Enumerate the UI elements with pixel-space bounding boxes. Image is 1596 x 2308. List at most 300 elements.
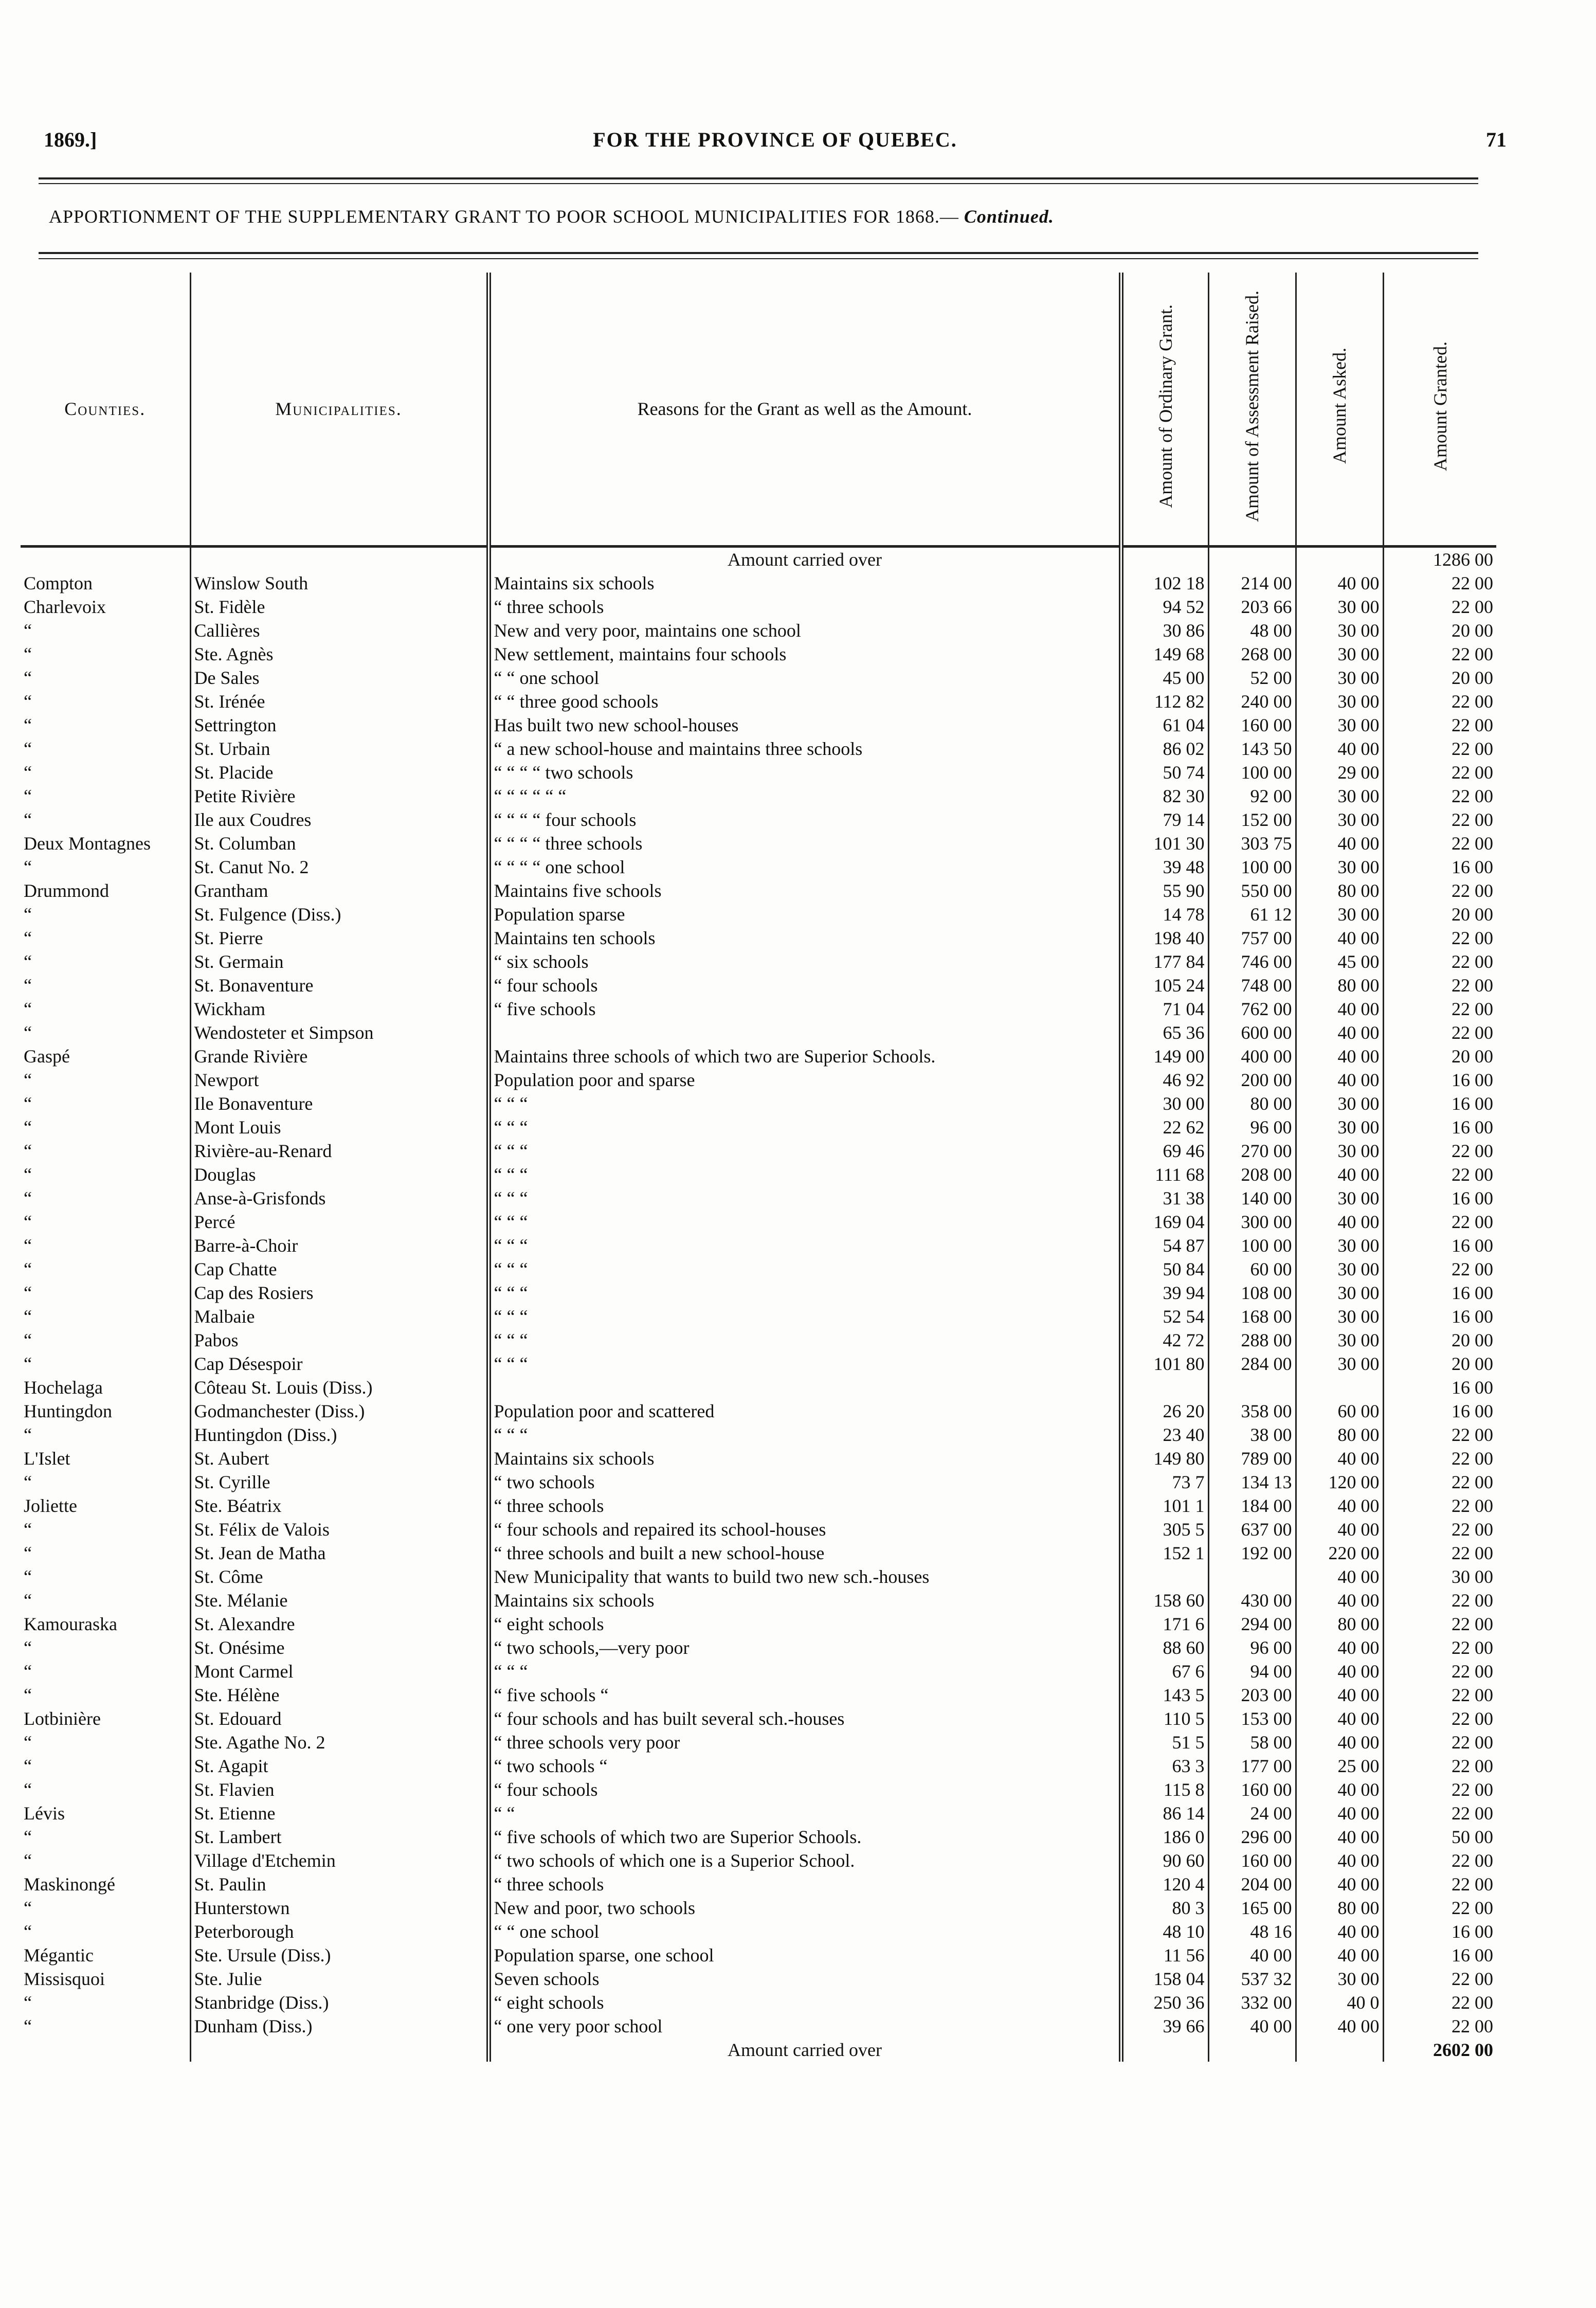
amount-asked-cell: 40 00 bbox=[1296, 1068, 1383, 1092]
county-cell: “ bbox=[24, 1354, 32, 1374]
amount-asked-cell: 40 00 bbox=[1296, 926, 1383, 950]
ordinary-grant-cell: 69 46 bbox=[1121, 1139, 1208, 1163]
county-cell: “ bbox=[24, 857, 32, 877]
assessment-cell: 430 00 bbox=[1208, 1589, 1296, 1612]
municipality-cell: St. Edouard bbox=[190, 1707, 488, 1730]
amount-asked-cell: 40 00 bbox=[1296, 1849, 1383, 1872]
ordinary-grant-cell: 169 04 bbox=[1121, 1210, 1208, 1234]
county-cell: “ bbox=[24, 1330, 32, 1350]
amount-granted-cell: 22 00 bbox=[1383, 713, 1496, 737]
amount-asked-cell: 30 00 bbox=[1296, 1092, 1383, 1115]
municipality-cell: Ile aux Coudres bbox=[190, 808, 488, 832]
reason-cell: “ three schools and built a new school-house bbox=[488, 1541, 1121, 1565]
table-row bbox=[21, 1967, 1496, 1991]
reason-cell: “ “ one school bbox=[488, 666, 1121, 690]
ordinary-grant-cell: 39 94 bbox=[1121, 1281, 1208, 1305]
municipality-cell: Ile Bonaventure bbox=[190, 1092, 488, 1115]
county-cell: “ bbox=[24, 1519, 32, 1540]
ordinary-grant-cell: 63 3 bbox=[1121, 1754, 1208, 1778]
table-row bbox=[21, 1281, 1496, 1305]
municipality-cell: Mont Louis bbox=[190, 1115, 488, 1139]
county-cell: “ bbox=[24, 1827, 32, 1847]
ordinary-grant-cell: 65 36 bbox=[1121, 1021, 1208, 1044]
reason-cell: “ “ “ “ “ “ bbox=[488, 784, 1121, 808]
municipality-cell: St. Etienne bbox=[190, 1801, 488, 1825]
table-row bbox=[21, 1825, 1496, 1849]
amount-asked-cell: 30 00 bbox=[1296, 1257, 1383, 1281]
assessment-cell: 160 00 bbox=[1208, 1849, 1296, 1872]
table-row bbox=[21, 950, 1496, 973]
amount-asked-cell: 30 00 bbox=[1296, 1352, 1383, 1376]
ordinary-grant-cell: 80 3 bbox=[1121, 1896, 1208, 1920]
reason-cell: “ five schools “ bbox=[488, 1683, 1121, 1707]
assessment-cell: 153 00 bbox=[1208, 1707, 1296, 1730]
table-row bbox=[21, 619, 1496, 642]
reason-cell: “ “ “ bbox=[488, 1210, 1121, 1234]
county-cell: “ bbox=[24, 2016, 32, 2036]
amount-granted-cell: 16 00 bbox=[1383, 1920, 1496, 1943]
reason-cell: “ “ “ bbox=[488, 1234, 1121, 1257]
assessment-cell: 203 00 bbox=[1208, 1683, 1296, 1707]
assessment-cell: 165 00 bbox=[1208, 1896, 1296, 1920]
assessment-cell: 160 00 bbox=[1208, 1778, 1296, 1801]
reason-cell: “ one very poor school bbox=[488, 2014, 1121, 2038]
municipality-cell: St. Félix de Valois bbox=[190, 1518, 488, 1541]
table-row bbox=[21, 1754, 1496, 1778]
amount-granted-cell: 22 00 bbox=[1383, 1470, 1496, 1494]
municipality-cell: Anse-à-Grisfonds bbox=[190, 1186, 488, 1210]
amount-asked-cell: 80 00 bbox=[1296, 1612, 1383, 1636]
ordinary-grant-cell: 39 48 bbox=[1121, 855, 1208, 879]
amount-granted-cell: 22 00 bbox=[1383, 997, 1496, 1021]
amount-granted-cell: 22 00 bbox=[1383, 1494, 1496, 1518]
county-cell: Mégantic bbox=[24, 1945, 94, 1966]
reason-cell: Maintains six schools bbox=[488, 571, 1121, 595]
ordinary-grant-cell: 120 4 bbox=[1121, 1872, 1208, 1896]
county-cell: “ bbox=[24, 1093, 32, 1114]
amount-asked-cell: 30 00 bbox=[1296, 1186, 1383, 1210]
table-row bbox=[21, 690, 1496, 713]
amount-granted-cell: 16 00 bbox=[1383, 1943, 1496, 1967]
reason-cell: “ two schools “ bbox=[488, 1754, 1121, 1778]
table-row bbox=[21, 973, 1496, 997]
county-cell: “ bbox=[24, 1306, 32, 1327]
municipality-cell: Peterborough bbox=[190, 1920, 488, 1943]
municipality-cell: St. Lambert bbox=[190, 1825, 488, 1849]
county-cell: Lotbinière bbox=[24, 1708, 101, 1729]
col-header-assessment: Amount of Assessment Raised. bbox=[1208, 273, 1296, 547]
county-cell: “ bbox=[24, 1566, 32, 1587]
reason-cell: “ “ “ bbox=[488, 1305, 1121, 1328]
county-cell: Missisquoi bbox=[24, 1969, 105, 1989]
county-cell: “ bbox=[24, 620, 32, 641]
county-cell: “ bbox=[24, 762, 32, 783]
assessment-cell: 58 00 bbox=[1208, 1730, 1296, 1754]
amount-granted-cell: 22 00 bbox=[1383, 1778, 1496, 1801]
amount-granted-cell: 22 00 bbox=[1383, 1589, 1496, 1612]
table-row bbox=[21, 1778, 1496, 1801]
reason-cell: “ three schools bbox=[488, 1872, 1121, 1896]
assessment-cell: 24 00 bbox=[1208, 1801, 1296, 1825]
amount-asked-cell: 30 00 bbox=[1296, 666, 1383, 690]
assessment-cell: 762 00 bbox=[1208, 997, 1296, 1021]
municipality-cell: Newport bbox=[190, 1068, 488, 1092]
table-row bbox=[21, 1234, 1496, 1257]
assessment-cell: 100 00 bbox=[1208, 855, 1296, 879]
table-row bbox=[21, 1896, 1496, 1920]
amount-asked-cell: 40 00 bbox=[1296, 1920, 1383, 1943]
reason-cell: “ “ “ “ two schools bbox=[488, 761, 1121, 784]
assessment-cell: 203 66 bbox=[1208, 595, 1296, 619]
ordinary-grant-cell: 101 30 bbox=[1121, 832, 1208, 855]
table-row bbox=[21, 997, 1496, 1021]
reason-cell: “ six schools bbox=[488, 950, 1121, 973]
county-cell: “ bbox=[24, 1779, 32, 1800]
table-row bbox=[21, 1943, 1496, 1967]
amount-granted-cell: 22 00 bbox=[1383, 761, 1496, 784]
reason-cell: Maintains ten schools bbox=[488, 926, 1121, 950]
ordinary-grant-cell: 86 14 bbox=[1121, 1801, 1208, 1825]
amount-granted-cell: 16 00 bbox=[1383, 1186, 1496, 1210]
table-row bbox=[21, 1707, 1496, 1730]
reason-cell: “ “ “ “ one school bbox=[488, 855, 1121, 879]
amount-asked-cell: 40 00 bbox=[1296, 1801, 1383, 1825]
municipality-cell: Ste. Agnès bbox=[190, 642, 488, 666]
reason-cell: “ five schools of which two are Superior Schools. bbox=[488, 1825, 1121, 1849]
amount-asked-cell: 40 00 bbox=[1296, 1778, 1383, 1801]
table-row bbox=[21, 855, 1496, 879]
county-cell: “ bbox=[24, 1070, 32, 1090]
assessment-cell: 288 00 bbox=[1208, 1328, 1296, 1352]
county-cell: Deux Montagnes bbox=[24, 833, 151, 854]
amount-granted-cell: 22 00 bbox=[1383, 1730, 1496, 1754]
ordinary-grant-cell: 39 66 bbox=[1121, 2014, 1208, 2038]
amount-granted-cell: 22 00 bbox=[1383, 1967, 1496, 1991]
amount-granted-cell: 22 00 bbox=[1383, 784, 1496, 808]
assessment-cell: 96 00 bbox=[1208, 1636, 1296, 1660]
municipality-cell: St. Irénée bbox=[190, 690, 488, 713]
ordinary-grant-cell: 149 00 bbox=[1121, 1044, 1208, 1068]
county-cell: “ bbox=[24, 1921, 32, 1942]
table-row bbox=[21, 1589, 1496, 1612]
amount-granted-cell: 16 00 bbox=[1383, 1399, 1496, 1423]
table-row bbox=[21, 1801, 1496, 1825]
assessment-cell: 748 00 bbox=[1208, 973, 1296, 997]
amount-asked-cell: 40 00 bbox=[1296, 1707, 1383, 1730]
amount-asked-cell: 60 00 bbox=[1296, 1399, 1383, 1423]
reason-cell: Population sparse bbox=[488, 903, 1121, 926]
table-row bbox=[21, 713, 1496, 737]
amount-granted-cell: 22 00 bbox=[1383, 1612, 1496, 1636]
amount-asked-cell: 40 00 bbox=[1296, 1021, 1383, 1044]
ordinary-grant-cell: 51 5 bbox=[1121, 1730, 1208, 1754]
reason-cell: Maintains five schools bbox=[488, 879, 1121, 903]
amount-granted-cell: 22 00 bbox=[1383, 690, 1496, 713]
table-row bbox=[21, 1399, 1496, 1423]
assessment-cell: 61 12 bbox=[1208, 903, 1296, 926]
amount-granted-cell: 22 00 bbox=[1383, 1210, 1496, 1234]
amount-granted-cell: 20 00 bbox=[1383, 1352, 1496, 1376]
table-row bbox=[21, 1470, 1496, 1494]
header-year: 1869.] bbox=[44, 128, 97, 151]
municipality-cell: St. Onésime bbox=[190, 1636, 488, 1660]
amount-granted-cell: 22 00 bbox=[1383, 1021, 1496, 1044]
amount-asked-cell: 40 00 bbox=[1296, 1636, 1383, 1660]
ordinary-grant-cell: 110 5 bbox=[1121, 1707, 1208, 1730]
amount-granted-cell: 22 00 bbox=[1383, 595, 1496, 619]
municipality-cell: Ste. Agathe No. 2 bbox=[190, 1730, 488, 1754]
amount-asked-cell: 29 00 bbox=[1296, 761, 1383, 784]
amount-asked-cell: 80 00 bbox=[1296, 879, 1383, 903]
assessment-cell: 600 00 bbox=[1208, 1021, 1296, 1044]
ordinary-grant-cell: 94 52 bbox=[1121, 595, 1208, 619]
amount-asked-cell: 30 00 bbox=[1296, 713, 1383, 737]
municipality-cell: St. Urbain bbox=[190, 737, 488, 761]
col-header-granted: Amount Granted. bbox=[1383, 273, 1496, 547]
amount-granted-cell: 22 00 bbox=[1383, 1801, 1496, 1825]
assessment-cell: 200 00 bbox=[1208, 1068, 1296, 1092]
municipality-cell: St. Fulgence (Diss.) bbox=[190, 903, 488, 926]
amount-asked-cell: 30 00 bbox=[1296, 784, 1383, 808]
county-cell: Compton bbox=[24, 573, 93, 593]
ordinary-grant-cell: 11 56 bbox=[1121, 1943, 1208, 1967]
amount-granted-cell: 16 00 bbox=[1383, 855, 1496, 879]
county-cell: “ bbox=[24, 999, 32, 1019]
municipality-cell: St. Paulin bbox=[190, 1872, 488, 1896]
county-cell: “ bbox=[24, 1141, 32, 1161]
county-cell: “ bbox=[24, 1637, 32, 1658]
amount-asked-cell: 30 00 bbox=[1296, 619, 1383, 642]
amount-granted-cell: 22 00 bbox=[1383, 1636, 1496, 1660]
municipality-cell: St. Fidèle bbox=[190, 595, 488, 619]
county-cell: “ bbox=[24, 951, 32, 972]
table-row bbox=[21, 1612, 1496, 1636]
reason-cell: “ three schools very poor bbox=[488, 1730, 1121, 1754]
municipality-cell: St. Côme bbox=[190, 1565, 488, 1589]
assessment-cell: 204 00 bbox=[1208, 1872, 1296, 1896]
ordinary-grant-cell: 198 40 bbox=[1121, 926, 1208, 950]
assessment-cell: 140 00 bbox=[1208, 1186, 1296, 1210]
municipality-cell: Cap Chatte bbox=[190, 1257, 488, 1281]
ordinary-grant-cell: 177 84 bbox=[1121, 950, 1208, 973]
amount-asked-cell: 40 00 bbox=[1296, 1447, 1383, 1470]
assessment-cell: 294 00 bbox=[1208, 1612, 1296, 1636]
municipality-cell: Douglas bbox=[190, 1163, 488, 1186]
reason-cell: New and poor, two schools bbox=[488, 1896, 1121, 1920]
reason-cell: “ “ “ “ four schools bbox=[488, 808, 1121, 832]
table-row bbox=[21, 1494, 1496, 1518]
amount-asked-cell: 40 00 bbox=[1296, 1660, 1383, 1683]
amount-asked-cell: 40 00 bbox=[1296, 1943, 1383, 1967]
amount-asked-cell: 45 00 bbox=[1296, 950, 1383, 973]
county-cell: Charlevoix bbox=[24, 597, 106, 617]
ordinary-grant-cell: 52 54 bbox=[1121, 1305, 1208, 1328]
table-row bbox=[21, 761, 1496, 784]
reason-cell: “ three schools bbox=[488, 595, 1121, 619]
amount-granted-cell: 50 00 bbox=[1383, 1825, 1496, 1849]
assessment-cell: 160 00 bbox=[1208, 713, 1296, 737]
table-row bbox=[21, 1328, 1496, 1352]
table-row bbox=[21, 1305, 1496, 1328]
reason-cell: “ eight schools bbox=[488, 1612, 1121, 1636]
county-cell: Drummond bbox=[24, 880, 109, 901]
header-rule-thick bbox=[39, 177, 1478, 179]
amount-asked-cell: 40 00 bbox=[1296, 1210, 1383, 1234]
municipality-cell: Ste. Ursule (Diss.) bbox=[190, 1943, 488, 1967]
reason-cell: Population poor and scattered bbox=[488, 1399, 1121, 1423]
assessment-cell: 296 00 bbox=[1208, 1825, 1296, 1849]
reason-cell: “ “ “ bbox=[488, 1186, 1121, 1210]
amount-asked-cell: 40 00 bbox=[1296, 997, 1383, 1021]
reason-cell: “ four schools and has built several sch.-houses bbox=[488, 1707, 1121, 1730]
assessment-cell: 143 50 bbox=[1208, 737, 1296, 761]
county-cell: “ bbox=[24, 691, 32, 712]
municipality-cell: St. Alexandre bbox=[190, 1612, 488, 1636]
assessment-cell: 40 00 bbox=[1208, 2014, 1296, 2038]
carried-over-top-row bbox=[21, 547, 1496, 572]
assessment-cell: 108 00 bbox=[1208, 1281, 1296, 1305]
ordinary-grant-cell: 73 7 bbox=[1121, 1470, 1208, 1494]
ordinary-grant-cell: 67 6 bbox=[1121, 1660, 1208, 1683]
amount-granted-cell: 22 00 bbox=[1383, 1447, 1496, 1470]
page-number: 71 bbox=[1486, 128, 1507, 151]
assessment-cell: 789 00 bbox=[1208, 1447, 1296, 1470]
municipality-cell: Village d'Etchemin bbox=[190, 1849, 488, 1872]
amount-asked-cell: 30 00 bbox=[1296, 855, 1383, 879]
amount-granted-cell: 30 00 bbox=[1383, 1565, 1496, 1589]
reason-cell: “ two schools of which one is a Superior School. bbox=[488, 1849, 1121, 1872]
reason-cell: “ a new school-house and maintains three schools bbox=[488, 737, 1121, 761]
reason-cell: “ two schools bbox=[488, 1470, 1121, 1494]
assessment-cell: 94 00 bbox=[1208, 1660, 1296, 1683]
assessment-cell: 746 00 bbox=[1208, 950, 1296, 973]
municipality-cell: St. Pierre bbox=[190, 926, 488, 950]
amount-granted-cell: 22 00 bbox=[1383, 832, 1496, 855]
assessment-cell: 637 00 bbox=[1208, 1518, 1296, 1541]
reason-cell: “ four schools bbox=[488, 973, 1121, 997]
assessment-cell: 38 00 bbox=[1208, 1423, 1296, 1447]
municipality-cell: Ste. Béatrix bbox=[190, 1494, 488, 1518]
reason-cell: “ “ “ bbox=[488, 1115, 1121, 1139]
amount-granted-cell: 22 00 bbox=[1383, 1896, 1496, 1920]
assessment-cell: 52 00 bbox=[1208, 666, 1296, 690]
amount-granted-cell: 22 00 bbox=[1383, 1541, 1496, 1565]
municipality-cell: Wendosteter et Simpson bbox=[190, 1021, 488, 1044]
amount-granted-cell: 16 00 bbox=[1383, 1234, 1496, 1257]
municipality-cell: St. Agapit bbox=[190, 1754, 488, 1778]
amount-asked-cell: 30 00 bbox=[1296, 642, 1383, 666]
municipality-cell: Huntingdon (Diss.) bbox=[190, 1423, 488, 1447]
amount-asked-cell: 30 00 bbox=[1296, 1281, 1383, 1305]
county-cell: “ bbox=[24, 975, 32, 996]
assessment-cell: 303 75 bbox=[1208, 832, 1296, 855]
municipality-cell: Winslow South bbox=[190, 571, 488, 595]
running-head-title: FOR THE PROVINCE OF QUEBEC. bbox=[593, 128, 957, 151]
county-cell: “ bbox=[24, 1425, 32, 1445]
amount-asked-cell: 40 00 bbox=[1296, 1589, 1383, 1612]
table-row bbox=[21, 595, 1496, 619]
title-rule-thick bbox=[39, 252, 1478, 254]
table-row bbox=[21, 2014, 1496, 2038]
amount-asked-cell: 40 00 bbox=[1296, 1730, 1383, 1754]
ordinary-grant-cell: 54 87 bbox=[1121, 1234, 1208, 1257]
amount-granted-cell: 22 00 bbox=[1383, 1518, 1496, 1541]
ordinary-grant-cell: 112 82 bbox=[1121, 690, 1208, 713]
county-cell: “ bbox=[24, 1992, 32, 2013]
col-header-reasons: Reasons for the Grant as well as the Amount. bbox=[488, 273, 1121, 547]
county-cell: “ bbox=[24, 1732, 32, 1753]
municipality-cell: Côteau St. Louis (Diss.) bbox=[190, 1376, 488, 1399]
municipality-cell: Godmanchester (Diss.) bbox=[190, 1399, 488, 1423]
table-row bbox=[21, 1163, 1496, 1186]
amount-granted-cell: 22 00 bbox=[1383, 950, 1496, 973]
table-body bbox=[21, 547, 1496, 2039]
county-cell: “ bbox=[24, 904, 32, 925]
assessment-cell: 48 00 bbox=[1208, 619, 1296, 642]
amount-asked-cell: 80 00 bbox=[1296, 1423, 1383, 1447]
header-rule-thin bbox=[39, 183, 1478, 184]
county-cell: “ bbox=[24, 1164, 32, 1185]
amount-granted-cell: 22 00 bbox=[1383, 737, 1496, 761]
municipality-cell: St. Flavien bbox=[190, 1778, 488, 1801]
ordinary-grant-cell: 45 00 bbox=[1121, 666, 1208, 690]
carried-over-bottom-label: Amount carried over bbox=[488, 2038, 1121, 2062]
county-cell: “ bbox=[24, 668, 32, 688]
amount-granted-cell: 20 00 bbox=[1383, 666, 1496, 690]
ordinary-grant-cell: 79 14 bbox=[1121, 808, 1208, 832]
ordinary-grant-cell: 48 10 bbox=[1121, 1920, 1208, 1943]
amount-asked-cell: 120 00 bbox=[1296, 1470, 1383, 1494]
ordinary-grant-cell: 55 90 bbox=[1121, 879, 1208, 903]
amount-granted-cell: 16 00 bbox=[1383, 1376, 1496, 1399]
amount-asked-cell: 80 00 bbox=[1296, 1896, 1383, 1920]
reason-cell: “ “ bbox=[488, 1801, 1121, 1825]
assessment-cell bbox=[1208, 1376, 1296, 1399]
municipality-cell: Cap Désespoir bbox=[190, 1352, 488, 1376]
amount-asked-cell: 25 00 bbox=[1296, 1754, 1383, 1778]
reason-cell: “ “ “ bbox=[488, 1660, 1121, 1683]
municipality-cell: Petite Rivière bbox=[190, 784, 488, 808]
table-row bbox=[21, 1376, 1496, 1399]
amount-asked-cell: 40 00 bbox=[1296, 1518, 1383, 1541]
assessment-cell: 184 00 bbox=[1208, 1494, 1296, 1518]
ordinary-grant-cell: 101 80 bbox=[1121, 1352, 1208, 1376]
grant-table bbox=[21, 273, 1496, 2062]
assessment-cell: 100 00 bbox=[1208, 1234, 1296, 1257]
amount-granted-cell: 16 00 bbox=[1383, 1305, 1496, 1328]
reason-cell: “ two schools,—very poor bbox=[488, 1636, 1121, 1660]
ordinary-grant-cell: 46 92 bbox=[1121, 1068, 1208, 1092]
col-header-ordinary-grant: Amount of Ordinary Grant. bbox=[1121, 273, 1208, 547]
amount-granted-cell: 22 00 bbox=[1383, 642, 1496, 666]
county-cell: “ bbox=[24, 1685, 32, 1705]
reason-cell: “ “ “ bbox=[488, 1257, 1121, 1281]
amount-asked-cell: 80 00 bbox=[1296, 973, 1383, 997]
ordinary-grant-cell: 111 68 bbox=[1121, 1163, 1208, 1186]
ordinary-grant-cell: 50 84 bbox=[1121, 1257, 1208, 1281]
amount-granted-cell: 16 00 bbox=[1383, 1115, 1496, 1139]
reason-cell: Seven schools bbox=[488, 1967, 1121, 1991]
running-header bbox=[44, 128, 1507, 158]
reason-cell: New and very poor, maintains one school bbox=[488, 619, 1121, 642]
assessment-cell: 48 16 bbox=[1208, 1920, 1296, 1943]
ordinary-grant-cell: 14 78 bbox=[1121, 903, 1208, 926]
amount-asked-cell: 40 0 bbox=[1296, 1991, 1383, 2014]
county-cell: “ bbox=[24, 1661, 32, 1682]
county-cell: “ bbox=[24, 1117, 32, 1138]
county-cell: “ bbox=[24, 1259, 32, 1279]
municipality-cell: Ste. Julie bbox=[190, 1967, 488, 1991]
